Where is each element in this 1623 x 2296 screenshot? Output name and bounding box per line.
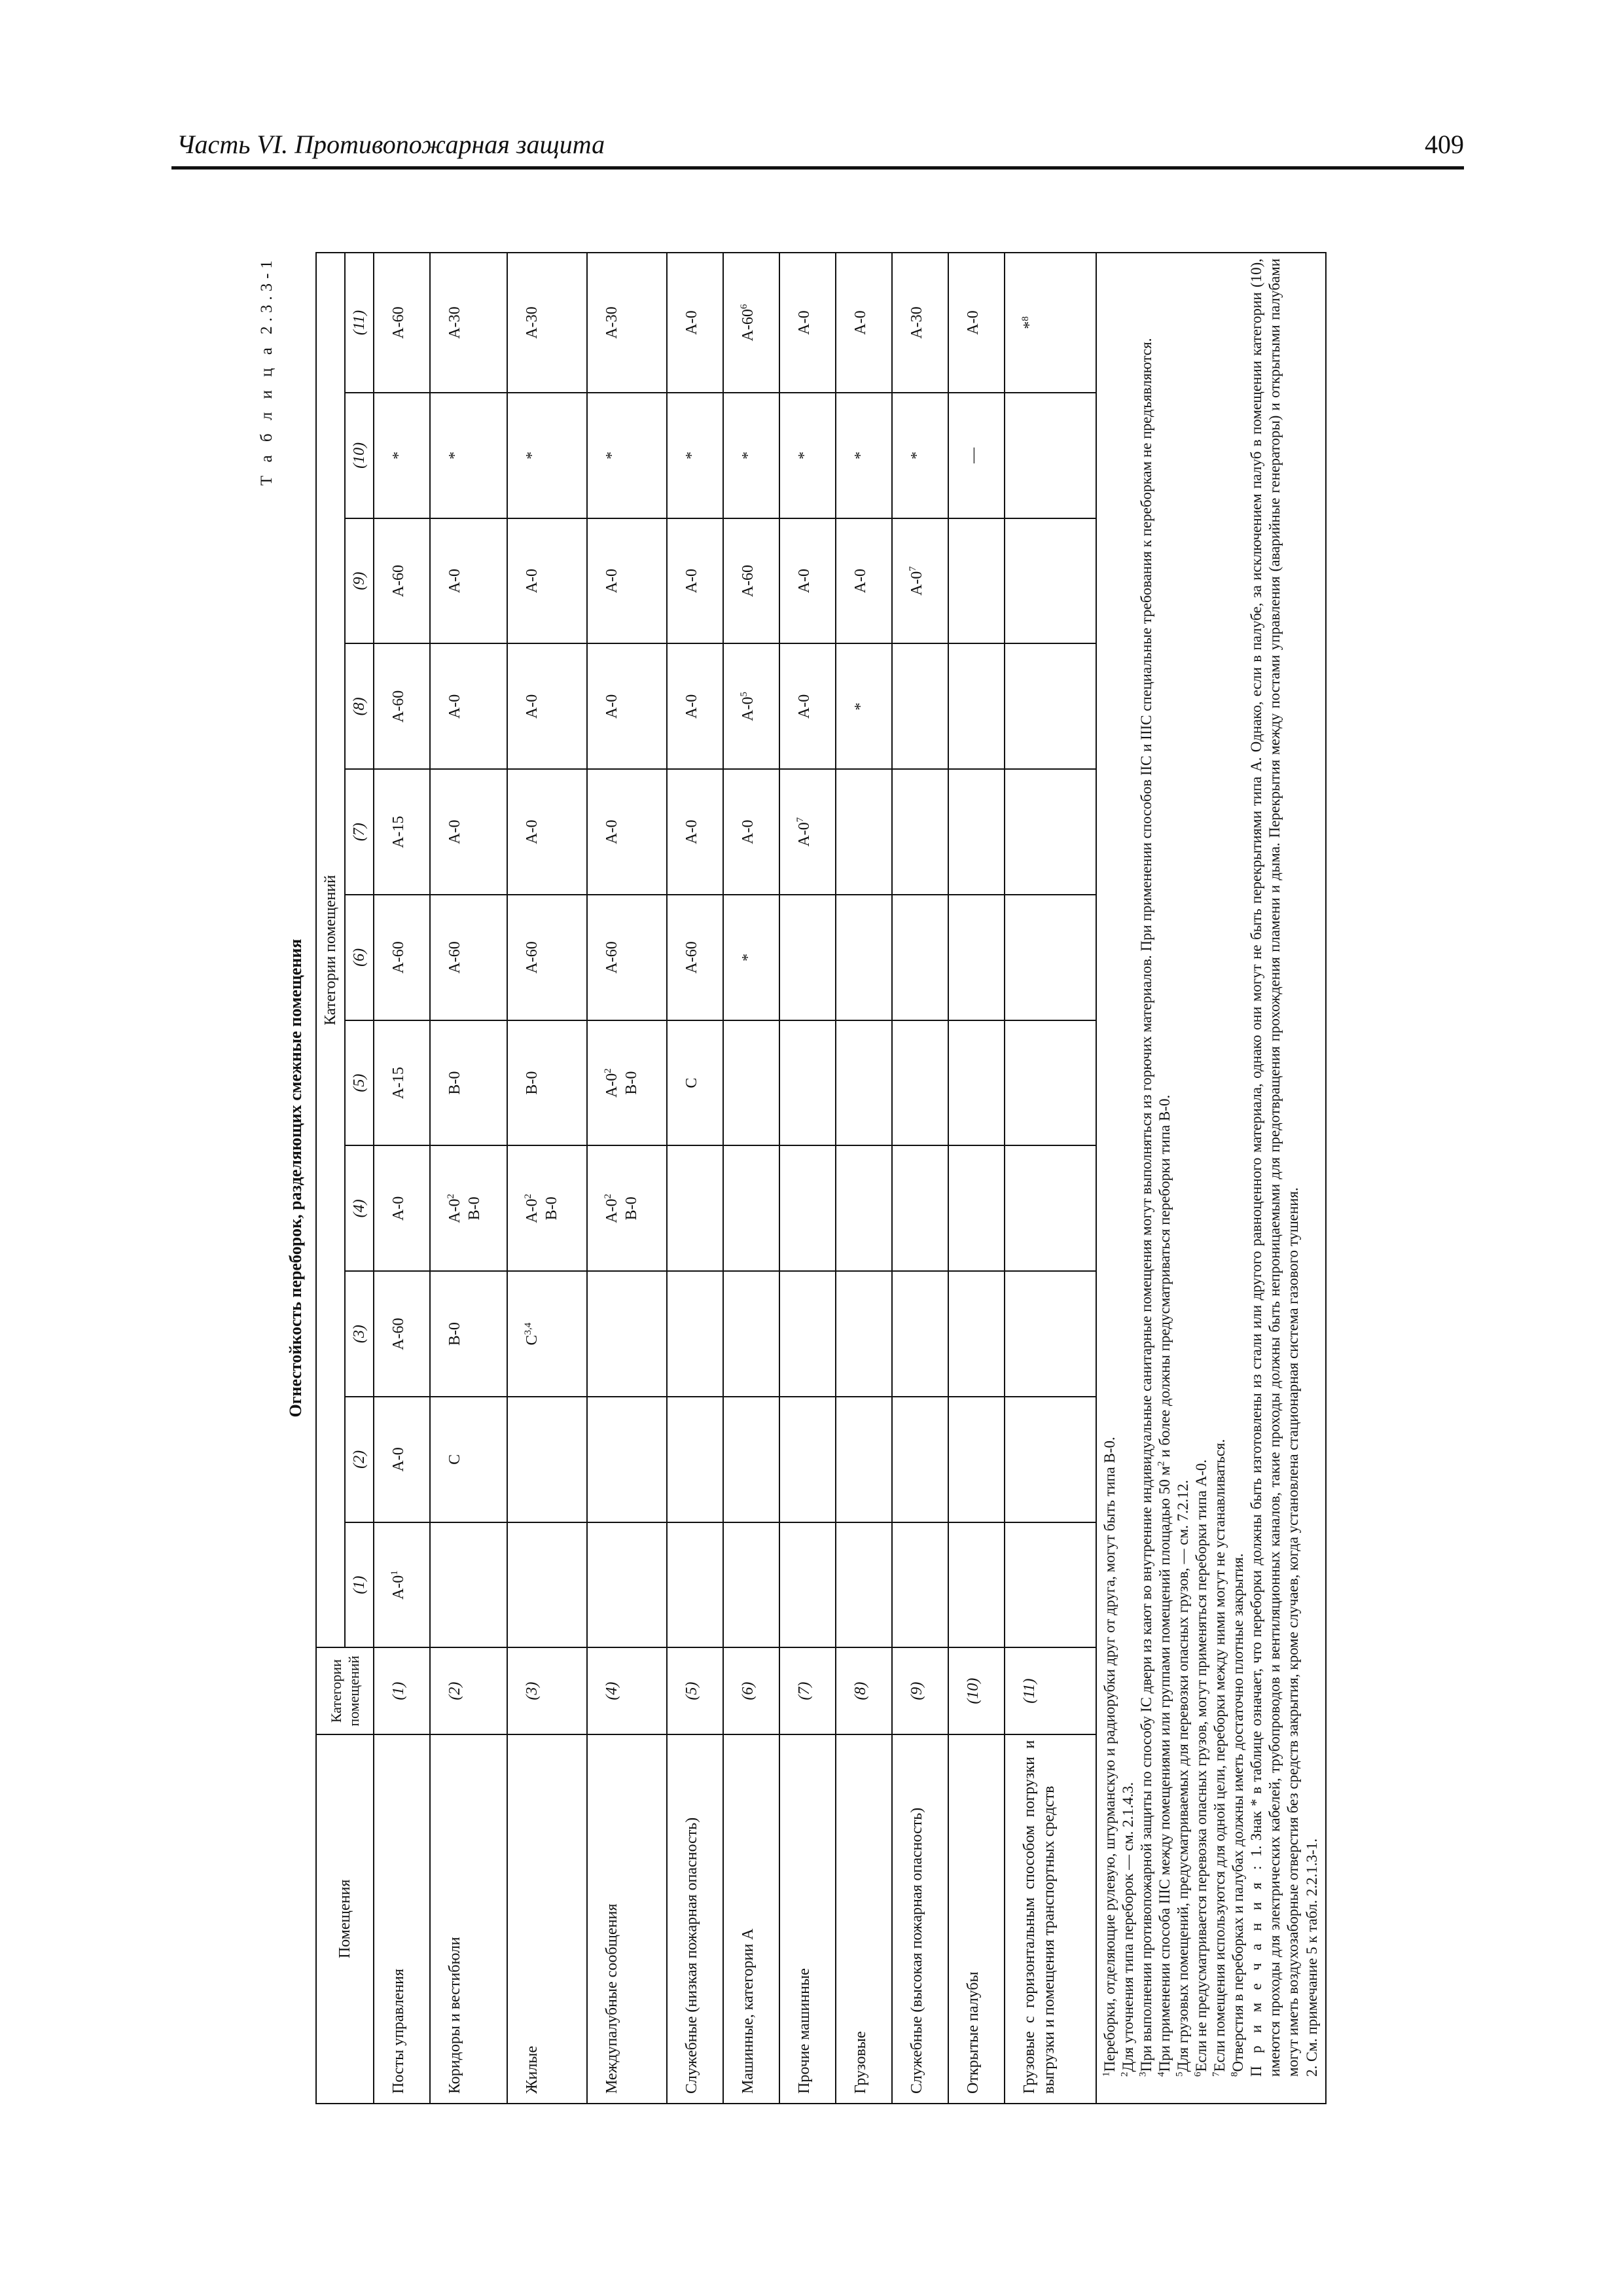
- room-name: Грузовые: [836, 1734, 892, 2104]
- cell: [779, 1271, 836, 1397]
- cell: C: [430, 1397, 507, 1522]
- table-row: [723, 253, 779, 2104]
- cell: *: [667, 393, 723, 518]
- col-header: (3): [345, 1271, 374, 1397]
- table-row: [948, 253, 1005, 2104]
- table-title: Огнестойкость переборок, разделяющих смежные помещения: [286, 939, 305, 1418]
- room-name: Прочие машинные: [779, 1734, 836, 2104]
- cell: A-60: [374, 895, 430, 1020]
- cell: [1005, 393, 1096, 518]
- cell: *: [779, 393, 836, 518]
- table-row: [836, 253, 892, 2104]
- cell: A-60: [507, 895, 587, 1020]
- cell: C: [667, 1020, 723, 1146]
- footnote: $^8$Отверстия в переборках и палубах должны иметь достаточно плотные закрытия.: [1229, 1553, 1247, 2077]
- cell: —: [948, 393, 1005, 518]
- cell: [836, 1020, 892, 1146]
- cell: [779, 1020, 836, 1146]
- cell: [892, 1522, 948, 1648]
- cell: [948, 1522, 1005, 1648]
- cell: A-0: [779, 253, 836, 393]
- footnote: $^4$При применении способа IIIC между помещениями или группами помещений площадью 50 $м^2$ и более должны предусматриваться переборки типа B-0.: [1156, 1094, 1173, 2077]
- cell: [1005, 1145, 1096, 1271]
- cell: A-30: [507, 253, 587, 393]
- cell: [723, 1271, 779, 1397]
- cell: [667, 1522, 723, 1648]
- cell: *: [723, 393, 779, 518]
- cell: [1005, 1271, 1096, 1397]
- cell: [1005, 895, 1096, 1020]
- cell: [779, 1397, 836, 1522]
- cell: A-60: [374, 1271, 430, 1397]
- cell: A-0: [587, 769, 667, 895]
- cell: *: [587, 393, 667, 518]
- room-category: (11): [1005, 1647, 1096, 1734]
- cell: [779, 1145, 836, 1271]
- cell: A-30: [587, 253, 667, 393]
- cell: [1005, 769, 1096, 895]
- cell: A-0: [948, 253, 1005, 393]
- cell: [430, 1522, 507, 1648]
- cell: [507, 1522, 587, 1648]
- cell: [507, 1397, 587, 1522]
- cell: [836, 895, 892, 1020]
- fire-rating-table: [315, 252, 1327, 2104]
- cell: A-0: [507, 518, 587, 644]
- footnote: $^6$Если не предусматривается перевозка опасных грузов, могут применяться переборки типа A-0.: [1192, 1459, 1210, 2077]
- cell: $A-0^2$ B-0: [587, 1145, 667, 1271]
- cell: A-0: [587, 518, 667, 644]
- room-category: (5): [667, 1647, 723, 1734]
- col-header: (7): [345, 769, 374, 895]
- cell: *: [836, 393, 892, 518]
- cell: [723, 1522, 779, 1648]
- cell: [892, 769, 948, 895]
- cell: [948, 769, 1005, 895]
- cell: [1005, 643, 1096, 769]
- cell: A-15: [374, 1020, 430, 1146]
- cell: B-0: [507, 1020, 587, 1146]
- cell: [948, 1020, 1005, 1146]
- cell: $A-0^2$ B-0: [507, 1145, 587, 1271]
- cell: A-0: [374, 1397, 430, 1522]
- cell: A-0: [779, 518, 836, 644]
- cell: [587, 1271, 667, 1397]
- cell: B-0: [430, 1020, 507, 1146]
- room-category: (7): [779, 1647, 836, 1734]
- cell: *$^8$: [1005, 253, 1096, 393]
- cell: [948, 643, 1005, 769]
- room-category: (9): [892, 1647, 948, 1734]
- table-row: [1005, 253, 1096, 2104]
- room-name: Грузовые с горизонтальным способом погрузки и выгрузки и помещения транспортных средств: [1005, 1734, 1096, 2104]
- cell: [892, 643, 948, 769]
- notes-cell: [1096, 253, 1326, 2104]
- room-category: (10): [948, 1647, 1005, 1734]
- table-row: [667, 253, 723, 2104]
- col-header: (9): [345, 518, 374, 644]
- cell: [1005, 1020, 1096, 1146]
- cell: A-0: [836, 518, 892, 644]
- cell: A-60: [374, 643, 430, 769]
- cell: [948, 1145, 1005, 1271]
- col-header: (10): [345, 393, 374, 518]
- cell: [779, 1522, 836, 1648]
- cell: $A-0^1$: [374, 1522, 430, 1648]
- room-name: Междупалубные сообщения: [587, 1734, 667, 2104]
- cell: [892, 1271, 948, 1397]
- cell: $A-0^7$: [779, 769, 836, 895]
- cell: [723, 1145, 779, 1271]
- footnote: $^2$Для уточнения типа переборок — см. 2.1.4.3.: [1119, 1782, 1137, 2077]
- cell: A-15: [374, 769, 430, 895]
- table-row: [430, 253, 507, 2104]
- col-header: (4): [345, 1145, 374, 1271]
- header-categories: Категории помещений: [316, 1647, 374, 1734]
- col-header: (6): [345, 895, 374, 1020]
- cell: A-60: [667, 895, 723, 1020]
- cell: [948, 1397, 1005, 1522]
- cell: [723, 1020, 779, 1146]
- cell: A-0: [507, 769, 587, 895]
- col-header: (8): [345, 643, 374, 769]
- room-name: Машинные, категории А: [723, 1734, 779, 2104]
- cell: [836, 769, 892, 895]
- table-number: Т а б л и ц а 2.3.3-1: [258, 256, 276, 486]
- cell: $A-0^7$: [892, 518, 948, 644]
- cell: A-0: [430, 518, 507, 644]
- footnote: $^5$Для грузовых помещений, предусматриваемых для перевозки опасных грузов, — см. 7.2.12.: [1174, 1480, 1192, 2077]
- cell: *: [430, 393, 507, 518]
- section-title: Часть VI. Противопожарная защита: [177, 130, 605, 159]
- room-name: Жилые: [507, 1734, 587, 2104]
- header-rooms: Помещения: [316, 1734, 374, 2104]
- running-head: [171, 124, 1464, 170]
- cell: [836, 1397, 892, 1522]
- cell: A-0: [667, 769, 723, 895]
- cell: B-0: [430, 1271, 507, 1397]
- footnote: $^1$Переборки, отделяющие рулевую, штурманскую и радиорубки друг от друга, могут быть типа B-0.: [1101, 1437, 1118, 2077]
- cell: [948, 895, 1005, 1020]
- table-row: [587, 253, 667, 2104]
- cell: A-0: [723, 769, 779, 895]
- cell: [587, 1522, 667, 1648]
- col-header: (1): [345, 1522, 374, 1648]
- room-category: (6): [723, 1647, 779, 1734]
- cell: $A-0^2$ B-0: [430, 1145, 507, 1271]
- room-category: (2): [430, 1647, 507, 1734]
- cell: A-60: [723, 518, 779, 644]
- cell: *: [374, 393, 430, 518]
- cell: [948, 1271, 1005, 1397]
- col-header: (5): [345, 1020, 374, 1146]
- cell: [836, 1145, 892, 1271]
- room-category: (1): [374, 1647, 430, 1734]
- cell: [892, 895, 948, 1020]
- room-name: Служебные (низкая пожарная опасность): [667, 1734, 723, 2104]
- cell: *: [507, 393, 587, 518]
- cell: A-60: [430, 895, 507, 1020]
- cell: $A-60^6$: [723, 253, 779, 393]
- cell: [723, 1397, 779, 1522]
- cell: $A-0^2$ B-0: [587, 1020, 667, 1146]
- cell: [779, 895, 836, 1020]
- table-row: [892, 253, 948, 2104]
- room-category: (4): [587, 1647, 667, 1734]
- cell: A-0: [667, 253, 723, 393]
- cell: [587, 1397, 667, 1522]
- cell: [1005, 518, 1096, 644]
- cell: A-0: [667, 643, 723, 769]
- room-name: Служебные (высокая пожарная опасность): [892, 1734, 948, 2104]
- cell: *: [836, 643, 892, 769]
- cell: A-0: [430, 769, 507, 895]
- cell: A-0: [667, 518, 723, 644]
- table-row: [779, 253, 836, 2104]
- cell: [667, 1271, 723, 1397]
- cell: A-0: [587, 643, 667, 769]
- cell: [1005, 1397, 1096, 1522]
- cell: [948, 518, 1005, 644]
- cell: A-60: [587, 895, 667, 1020]
- footnote: $^3$При выполнении противопожарной защиты по способу IC двери из кают во внутренние индивидуальные санитарные помещения могут выполняться из горючих материалов. При применении способов IIC и IIIC специальные требования к переборкам не предъявляются.: [1137, 338, 1155, 2077]
- note-1: П р и м е ч а н и я : 1. Знак * в таблице означает, что переборки должны быть изготовлены из стали или другого равноценного материала, однако они могут не быть перекрытиями типа A. Однако, если в палубе, за исключением палуб в помещении категории (10), имеются проходы для электрических кабелей, трубопроводов и вентиляционных каналов, такие проходы должны быть непроницаемыми для предотвращения прохождения пламени и дыма. Перекрытия между постами управления (аварийные генераторы) и открытыми палубами могут иметь воздухозаборные отверстия без средств закрытия, кроме случаев, когда установлена стационарная система газового тушения.: [1248, 258, 1302, 2077]
- footnote: $^7$Если помещения используются для одной цели, переборки между ними могут не устанавливаться.: [1211, 1439, 1228, 2077]
- col-header: (11): [345, 253, 374, 393]
- cell: A-60: [374, 253, 430, 393]
- cell: [836, 1522, 892, 1648]
- room-name: Коридоры и вестибюли: [430, 1734, 507, 2104]
- cell: [892, 1145, 948, 1271]
- header-categories-group: Категории помещений: [316, 253, 345, 1647]
- cell: A-0: [779, 643, 836, 769]
- cell: A-30: [892, 253, 948, 393]
- table-row: [507, 253, 587, 2104]
- cell: [892, 1397, 948, 1522]
- cell: A-30: [430, 253, 507, 393]
- room-name: Открытые палубы: [948, 1734, 1005, 2104]
- cell: [836, 1271, 892, 1397]
- cell: [667, 1397, 723, 1522]
- page-number: 409: [1425, 130, 1464, 159]
- cell: $A-0^5$: [723, 643, 779, 769]
- note-2: 2. См. примечание 5 к табл. 2.2.1.3-1.: [1303, 1838, 1320, 2077]
- notes-row: [1096, 253, 1326, 2104]
- room-category: (3): [507, 1647, 587, 1734]
- cell: [892, 1020, 948, 1146]
- cell: A-0: [507, 643, 587, 769]
- cell: C$^{3,4}$: [507, 1271, 587, 1397]
- room-category: (8): [836, 1647, 892, 1734]
- cell: *: [892, 393, 948, 518]
- table-row: [374, 253, 430, 2104]
- col-header: (2): [345, 1397, 374, 1522]
- cell: A-60: [374, 518, 430, 644]
- rotated-table-area: [257, 252, 1479, 2104]
- cell: [667, 1145, 723, 1271]
- cell: A-0: [836, 253, 892, 393]
- cell: [1005, 1522, 1096, 1648]
- cell: *: [723, 895, 779, 1020]
- cell: A-0: [374, 1145, 430, 1271]
- room-name: Посты управления: [374, 1734, 430, 2104]
- cell: A-0: [430, 643, 507, 769]
